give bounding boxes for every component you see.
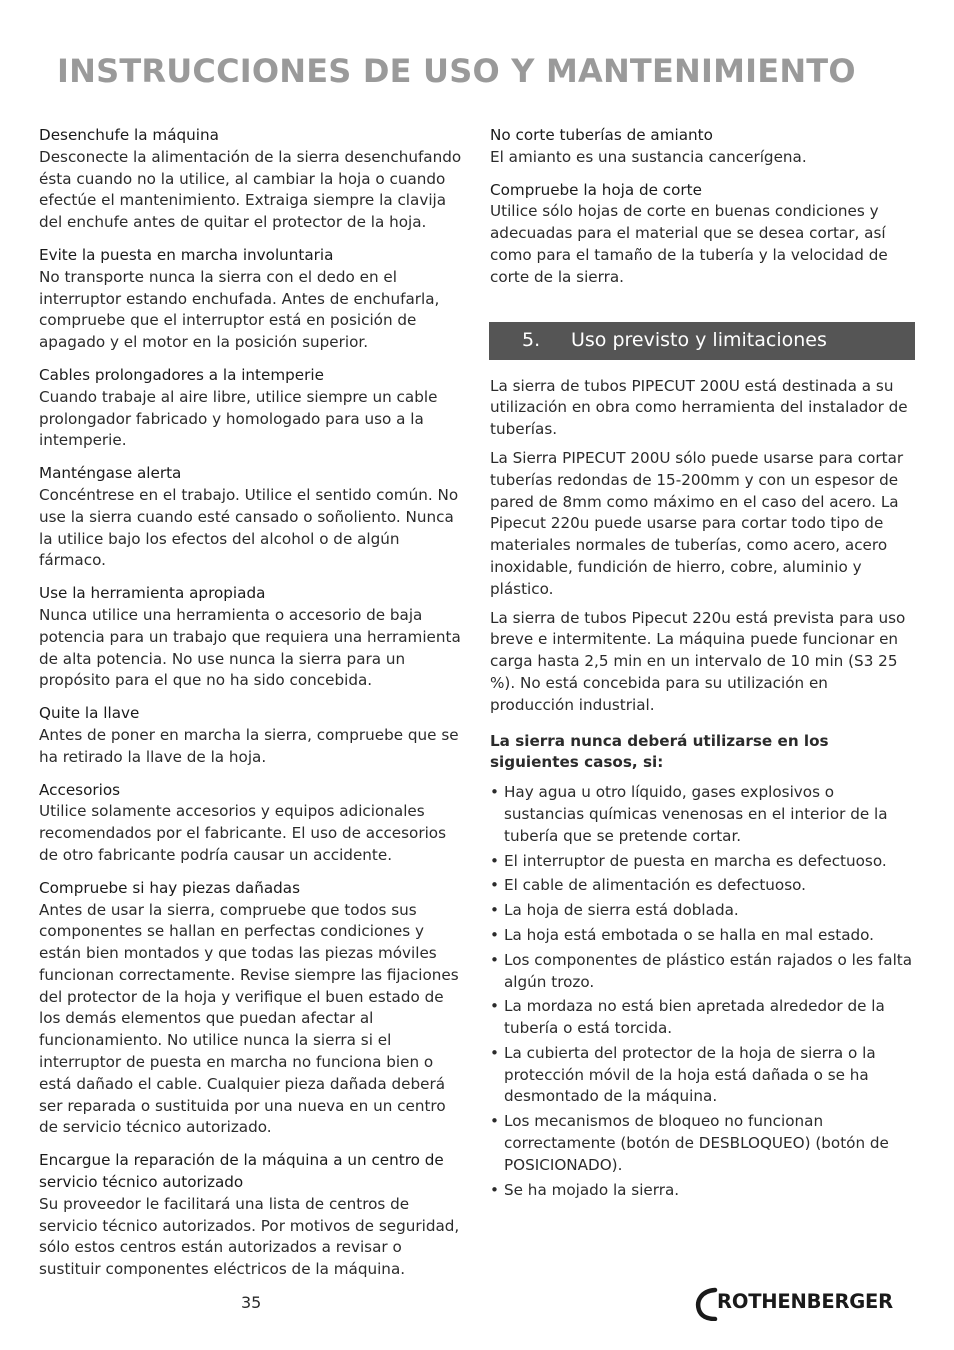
section-heading: Cables prolongadores a la intemperie — [39, 365, 324, 384]
section-body: Su proveedor le facilitará una lista de centros de servicio técnico autorizados. Por motivos de seguridad, sólo estos centros están autorizados a revisar o sustituir componentes eléctricos de la máquina. — [39, 1194, 460, 1279]
bullet-icon: • — [490, 1043, 499, 1062]
section-heading: Compruebe la hoja de corte — [490, 180, 702, 199]
rothenberger-swoosh-icon — [693, 1287, 719, 1321]
section-amianto — [490, 125, 916, 169]
section-heading: Desenchufe la máquina — [39, 126, 219, 144]
left-column — [39, 125, 465, 1292]
section-heading: Manténgase alerta — [39, 464, 182, 483]
restrictions-list — [490, 782, 916, 1201]
section-body: Concéntrese en el trabajo. Utilice el sentido común. No use la sierra cuando esté cansado o soñoliento. Nunca la utilice bajo los efectos del alcohol o de algún fármaco. — [39, 485, 459, 570]
brand-name: ROTHENBERGER — [717, 1290, 893, 1313]
list-item-text: El interruptor de puesta en marcha es defectuoso. — [504, 851, 887, 870]
section-body: Nunca utilice una herramienta o accesorio de baja potencia para un trabajo que requiera una herramienta de alta potencia. No use nunca la sierra para un propósito para el que no ha sido concebida. — [39, 605, 461, 690]
section-herramienta — [39, 583, 465, 692]
list-item — [490, 925, 916, 947]
list-item — [490, 851, 916, 873]
bullet-icon: • — [490, 950, 499, 969]
list-item-text: Los componentes de plástico están rajados o les falta algún trozo. — [504, 950, 913, 991]
bullet-icon: • — [490, 783, 499, 802]
section-llave — [39, 703, 465, 768]
section-desenchufe — [39, 125, 465, 234]
list-item — [490, 875, 916, 897]
section-piezas-danadas — [39, 878, 465, 1140]
section-heading: Use la herramienta apropiada — [39, 584, 266, 603]
section-body: Cuando trabaje al aire libre, utilice siempre un cable prolongador fabricado y homologado para uso a la intemperie. — [39, 387, 438, 450]
section-body: Antes de usar la sierra, compruebe que todos sus componentes se hallan en perfectas condiciones y están bien montados y que todas las piezas móviles funcionan correctamente. Revise siempre las fijaciones del protector de la hoja y verifique el buen estado de los demás elementos que puedan afectar al funcionamiento. No utilice nunca la sierra si el interruptor de puesta en marcha no funciona bien o está dañado el cable. Cualquier pieza dañada deberá ser reparada o sustituida por una nueva en un centro de servicio técnico autorizado. — [39, 900, 459, 1137]
list-item — [490, 1111, 916, 1176]
section-body: Utilice solamente accesorios y equipos adicionales recomendados por el fabricante. El uso de accesorios de otro fabricante podría causar un accidente. — [39, 802, 447, 864]
bullet-icon: • — [490, 901, 499, 920]
list-item-text: La hoja de sierra está doblada. — [504, 901, 739, 920]
section-body: Desconecte la alimentación de la sierra desenchufando ésta cuando no la utilice, al cambiar la hoja o cuando efectúe el mantenimiento. Extraiga siempre la clavija del enchufe antes de quitar el protector de la hoja. — [39, 147, 462, 232]
list-item — [490, 996, 916, 1040]
paragraph: La sierra de tubos PIPECUT 200U está destinada a su utilización en obra como herramienta del instalador de tuberías. — [490, 376, 908, 439]
paragraph: La sierra de tubos Pipecut 220u está prevista para uso breve e intermitente. La máquina puede funcionar en carga hasta 2,5 min en un intervalo de 10 min (S3 25 %). No está concebida para su utilización en producción industrial. — [490, 608, 906, 714]
section-reparacion — [39, 1150, 465, 1281]
list-item — [490, 1180, 916, 1202]
section-banner — [489, 322, 915, 360]
list-item-text: El cable de alimentación es defectuoso. — [504, 876, 806, 895]
right-column — [490, 125, 916, 1204]
section-body: No transporte nunca la sierra con el dedo en el interruptor estando enchufada. Antes de enchufarla, compruebe que el interruptor está en posición de apagado y el motor en la posición superior. — [39, 267, 440, 352]
section-alerta — [39, 463, 465, 572]
bullet-icon: • — [490, 851, 499, 870]
list-item — [490, 900, 916, 922]
list-item — [490, 782, 916, 847]
list-item — [490, 950, 916, 994]
section-heading: Accesorios — [39, 780, 121, 799]
section-body: Utilice sólo hojas de corte en buenas condiciones y adecuadas para el material que se desea cortar, así como para el tamaño de la tubería y la velocidad de corte de la sierra. — [490, 202, 888, 286]
section-cables — [39, 365, 465, 452]
section-heading: Evite la puesta en marcha involuntaria — [39, 245, 334, 264]
bullet-icon: • — [490, 997, 499, 1016]
paragraph: La Sierra PIPECUT 200U sólo puede usarse para cortar tuberías redondas de 15-200mm y con un espesor de pared de 8mm como máximo en el caso del acero. La Pipecut 220u puede usarse para cortar todo tipo de materiales normales de tuberías, como acero, acero inoxidable, fundición de hierro, cobre, aluminio y plástico. — [490, 448, 904, 598]
list-item-text: Hay agua u otro líquido, gases explosivos o sustancias químicas venenosas en el interior de la tubería que se pretende cortar. — [504, 783, 888, 845]
bullet-icon: • — [490, 876, 499, 895]
list-item-text: Los mecanismos de bloqueo no funcionan correctamente (botón de DESBLOQUEO) (botón de POSICIONADO). — [504, 1112, 889, 1174]
section-accesorios — [39, 780, 465, 867]
bullet-icon: • — [490, 925, 499, 944]
page-title: INSTRUCCIONES DE USO Y MANTENIMIENTO — [57, 52, 856, 90]
section-number: 5. — [522, 328, 541, 351]
section-puesta-en-marcha — [39, 245, 465, 354]
section-heading: No corte tuberías de amianto — [490, 126, 713, 144]
section-body: Antes de poner en marcha la sierra, compruebe que se ha retirado la llave de la hoja. — [39, 725, 459, 766]
section-heading: Encargue la reparación de la máquina a un centro de servicio técnico autorizado — [39, 1151, 444, 1192]
list-item-text: La cubierta del protector de la hoja de sierra o la protección móvil de la hoja está dañada o se ha desmontado de la máquina. — [504, 1043, 876, 1106]
page-number: 35 — [241, 1293, 262, 1312]
list-item-text: La mordaza no está bien apretada alrededor de la tubería o está torcida. — [504, 997, 885, 1038]
list-item-text: Se ha mojado la sierra. — [504, 1180, 680, 1199]
brand-logo — [693, 1287, 917, 1321]
section-body: El amianto es una sustancia cancerígena. — [490, 147, 807, 166]
bullet-icon: • — [490, 1180, 499, 1199]
list-item-text: La hoja está embotada o se halla en mal estado. — [504, 925, 874, 944]
bullet-icon: • — [490, 1112, 499, 1131]
warning-heading: La sierra nunca deberá utilizarse en los siguientes casos, si: — [490, 731, 829, 772]
section-hoja-de-corte — [490, 180, 916, 289]
section-heading: Quite la llave — [39, 704, 140, 723]
section-title: Uso previsto y limitaciones — [571, 328, 827, 351]
section-heading: Compruebe si hay piezas dañadas — [39, 878, 301, 897]
list-item — [490, 1043, 916, 1108]
